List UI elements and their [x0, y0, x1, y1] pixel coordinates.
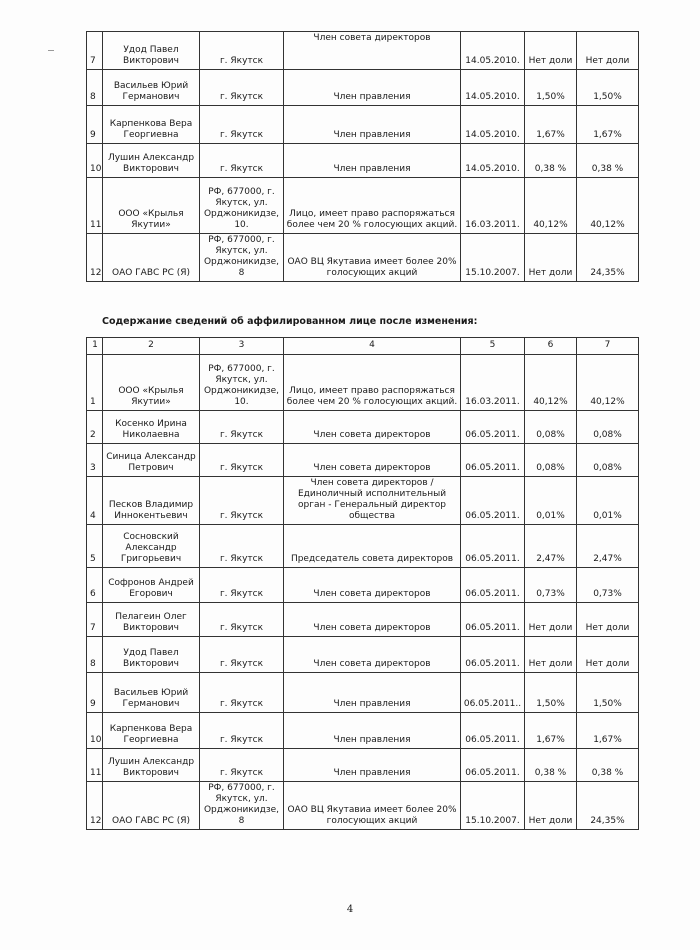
- affiliation-basis: Член совета директоров / Единоличный исполнительный орган - Генеральный директор общества: [284, 477, 461, 525]
- share-stock: 24,35%: [577, 234, 639, 282]
- basis-date: 15.10.2007.: [461, 782, 525, 830]
- affiliation-basis: Член совета директоров: [284, 444, 461, 477]
- table-row: [87, 637, 639, 673]
- affiliation-basis: Член правления: [284, 673, 461, 713]
- table-row: [87, 411, 639, 444]
- basis-date: 06.05.2011.: [461, 444, 525, 477]
- share-capital: 40,12%: [525, 178, 577, 234]
- share-stock: Нет доли: [577, 637, 639, 673]
- table-row: [87, 444, 639, 477]
- affiliate-location: г. Якутск: [200, 637, 284, 673]
- affiliate-location: г. Якутск: [200, 568, 284, 603]
- share-stock: 0,38 %: [577, 144, 639, 178]
- table-row: [87, 713, 639, 749]
- basis-date: 06.05.2011.: [461, 477, 525, 525]
- affiliation-basis: Член совета директоров: [284, 603, 461, 637]
- affiliation-basis: Член совета директоров: [284, 32, 461, 70]
- section-title: Содержание сведений об аффилированном лице после изменения:: [102, 316, 478, 327]
- row-number: 12: [87, 234, 103, 282]
- affiliates-table-before: [86, 31, 639, 282]
- table-row: [87, 355, 639, 411]
- share-stock: 0,08%: [577, 411, 639, 444]
- affiliate-name: Карпенкова Вера Георгиевна: [103, 106, 200, 144]
- row-number: 10: [87, 144, 103, 178]
- basis-date: 06.05.2011.: [461, 713, 525, 749]
- table-row: [87, 144, 639, 178]
- affiliate-location: г. Якутск: [200, 444, 284, 477]
- share-stock: 0,01%: [577, 477, 639, 525]
- share-stock: 1,50%: [577, 673, 639, 713]
- affiliate-name: Удод Павел Викторович: [103, 637, 200, 673]
- column-number: 4: [284, 338, 461, 355]
- basis-date: 06.05.2011.: [461, 411, 525, 444]
- affiliate-name: Лушин Александр Викторович: [103, 144, 200, 178]
- affiliate-location: РФ, 677000, г. Якутск, ул. Орджоникидзе, 10.: [200, 178, 284, 234]
- affiliate-name: Карпенкова Вера Георгиевна: [103, 713, 200, 749]
- share-capital: 0,73%: [525, 568, 577, 603]
- affiliate-name: ОАО ГАВС РС (Я): [103, 782, 200, 830]
- table-row: [87, 477, 639, 525]
- row-number: 8: [87, 70, 103, 106]
- column-number: 1: [87, 338, 103, 355]
- share-capital: 40,12%: [525, 355, 577, 411]
- share-capital: 0,08%: [525, 444, 577, 477]
- affiliate-location: г. Якутск: [200, 144, 284, 178]
- affiliate-name: ООО «Крылья Якутии»: [103, 178, 200, 234]
- affiliate-name: ООО «Крылья Якутии»: [103, 355, 200, 411]
- basis-date: 06.05.2011.: [461, 603, 525, 637]
- share-capital: 0,38 %: [525, 749, 577, 782]
- table-row: [87, 32, 639, 70]
- affiliate-location: г. Якутск: [200, 749, 284, 782]
- share-capital: 1,50%: [525, 70, 577, 106]
- table-row: [87, 106, 639, 144]
- basis-date: 16.03.2011.: [461, 355, 525, 411]
- affiliate-location: г. Якутск: [200, 411, 284, 444]
- column-number: 6: [525, 338, 577, 355]
- table-row: [87, 234, 639, 282]
- affiliation-basis: ОАО ВЦ Якутавиа имеет более 20% голосующих акций: [284, 782, 461, 830]
- affiliate-name: Васильев Юрий Германович: [103, 70, 200, 106]
- share-stock: 1,50%: [577, 70, 639, 106]
- scan-speck: [48, 50, 54, 51]
- affiliate-location: РФ, 677000, г. Якутск, ул. Орджоникидзе, 8: [200, 234, 284, 282]
- row-number: 4: [87, 477, 103, 525]
- row-number: 2: [87, 411, 103, 444]
- basis-date: 14.05.2010.: [461, 106, 525, 144]
- affiliates-table-after: [86, 337, 639, 830]
- affiliation-basis: Лицо, имеет право распоряжаться более чем 20 % голосующих акций.: [284, 178, 461, 234]
- basis-date: 06.05.2011..: [461, 673, 525, 713]
- share-capital: Нет доли: [525, 782, 577, 830]
- share-capital: 1,67%: [525, 106, 577, 144]
- row-number: 11: [87, 178, 103, 234]
- share-stock: 0,38 %: [577, 749, 639, 782]
- share-stock: 2,47%: [577, 525, 639, 568]
- basis-date: 16.03.2011.: [461, 178, 525, 234]
- share-capital: 0,08%: [525, 411, 577, 444]
- share-capital: 1,50%: [525, 673, 577, 713]
- column-number: 7: [577, 338, 639, 355]
- affiliation-basis: Член правления: [284, 70, 461, 106]
- affiliation-basis: Член правления: [284, 144, 461, 178]
- affiliate-location: РФ, 677000, г. Якутск, ул. Орджоникидзе, 10.: [200, 355, 284, 411]
- affiliate-name: Пелагеин Олег Викторович: [103, 603, 200, 637]
- share-stock: 1,67%: [577, 713, 639, 749]
- affiliate-name: Песков Владимир Иннокентьевич: [103, 477, 200, 525]
- row-number: 1: [87, 355, 103, 411]
- column-number-row: [87, 338, 639, 355]
- affiliate-name: Васильев Юрий Германович: [103, 673, 200, 713]
- column-number: 2: [103, 338, 200, 355]
- share-capital: 2,47%: [525, 525, 577, 568]
- affiliation-basis: Член совета директоров: [284, 568, 461, 603]
- affiliate-location: г. Якутск: [200, 673, 284, 713]
- table-row: [87, 749, 639, 782]
- share-capital: 0,38 %: [525, 144, 577, 178]
- share-stock: 0,73%: [577, 568, 639, 603]
- share-capital: Нет доли: [525, 637, 577, 673]
- share-stock: Нет доли: [577, 603, 639, 637]
- share-stock: 1,67%: [577, 106, 639, 144]
- affiliation-basis: Член совета директоров: [284, 411, 461, 444]
- basis-date: 06.05.2011.: [461, 525, 525, 568]
- row-number: 7: [87, 603, 103, 637]
- affiliate-location: г. Якутск: [200, 525, 284, 568]
- affiliate-location: г. Якутск: [200, 603, 284, 637]
- row-number: 5: [87, 525, 103, 568]
- affiliate-name: Софронов Андрей Егорович: [103, 568, 200, 603]
- row-number: 12: [87, 782, 103, 830]
- affiliation-basis: Председатель совета директоров: [284, 525, 461, 568]
- page-number: 4: [346, 904, 354, 915]
- affiliate-name: Сосновский Александр Григорьевич: [103, 525, 200, 568]
- table-row: [87, 568, 639, 603]
- affiliation-basis: Член правления: [284, 749, 461, 782]
- table-row: [87, 603, 639, 637]
- table-row: [87, 178, 639, 234]
- row-number: 9: [87, 106, 103, 144]
- share-capital: Нет доли: [525, 603, 577, 637]
- share-stock: 0,08%: [577, 444, 639, 477]
- basis-date: 06.05.2011.: [461, 637, 525, 673]
- share-stock: 40,12%: [577, 355, 639, 411]
- share-capital: 1,67%: [525, 713, 577, 749]
- table-row: [87, 673, 639, 713]
- affiliate-location: РФ, 677000, г. Якутск, ул. Орджоникидзе, 8: [200, 782, 284, 830]
- affiliate-name: Косенко Ирина Николаевна: [103, 411, 200, 444]
- affiliate-location: г. Якутск: [200, 32, 284, 70]
- basis-date: 14.05.2010.: [461, 70, 525, 106]
- share-stock: 24,35%: [577, 782, 639, 830]
- affiliate-location: г. Якутск: [200, 70, 284, 106]
- affiliate-name: Лушин Александр Викторович: [103, 749, 200, 782]
- affiliation-basis: Член правления: [284, 713, 461, 749]
- row-number: 11: [87, 749, 103, 782]
- basis-date: 06.05.2011.: [461, 749, 525, 782]
- row-number: 3: [87, 444, 103, 477]
- row-number: 10: [87, 713, 103, 749]
- table-row: [87, 782, 639, 830]
- affiliate-location: г. Якутск: [200, 713, 284, 749]
- affiliate-location: г. Якутск: [200, 106, 284, 144]
- affiliate-name: Синица Александр Петрович: [103, 444, 200, 477]
- share-stock: 40,12%: [577, 178, 639, 234]
- affiliation-basis: Член правления: [284, 106, 461, 144]
- basis-date: 14.05.2010.: [461, 144, 525, 178]
- basis-date: 15.10.2007.: [461, 234, 525, 282]
- row-number: 6: [87, 568, 103, 603]
- affiliation-basis: Лицо, имеет право распоряжаться более чем 20 % голосующих акций.: [284, 355, 461, 411]
- row-number: 7: [87, 32, 103, 70]
- row-number: 8: [87, 637, 103, 673]
- affiliate-name: ОАО ГАВС РС (Я): [103, 234, 200, 282]
- column-number: 3: [200, 338, 284, 355]
- share-capital: Нет доли: [525, 234, 577, 282]
- affiliate-name: Удод Павел Викторович: [103, 32, 200, 70]
- affiliate-location: г. Якутск: [200, 477, 284, 525]
- share-stock: Нет доли: [577, 32, 639, 70]
- table-row: [87, 525, 639, 568]
- share-capital: Нет доли: [525, 32, 577, 70]
- affiliation-basis: Член совета директоров: [284, 637, 461, 673]
- basis-date: 06.05.2011.: [461, 568, 525, 603]
- table-row: [87, 70, 639, 106]
- column-number: 5: [461, 338, 525, 355]
- affiliation-basis: ОАО ВЦ Якутавиа имеет более 20% голосующих акций: [284, 234, 461, 282]
- share-capital: 0,01%: [525, 477, 577, 525]
- row-number: 9: [87, 673, 103, 713]
- basis-date: 14.05.2010.: [461, 32, 525, 70]
